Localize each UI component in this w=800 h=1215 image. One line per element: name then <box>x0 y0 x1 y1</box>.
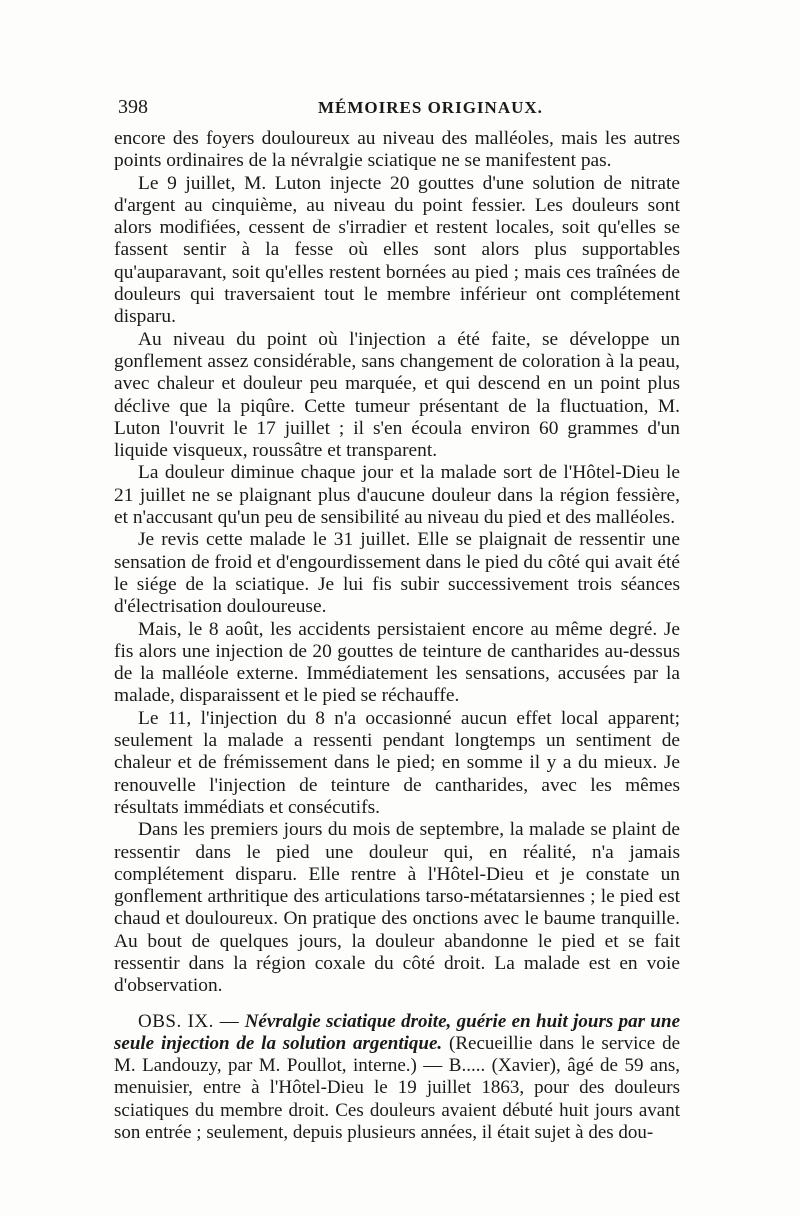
paragraph-continuation: encore des foyers douloureux au niveau des malléoles, mais les autres points ordinaires de la névralgie sciatique ne se manifestent pas. <box>114 128 680 172</box>
paragraph: Je revis cette malade le 31 juillet. Elle se plaignait de ressentir une sensation de froid et d'engourdissement dans le pied du côté qui avait été le siége de la sciatique. Je lui fis subir successivement trois séances d'électrisation douloureuse. <box>114 529 680 618</box>
observation-title: Névralgie sciatique droite, guérie en huit jours par une seule injection de la solution argentique. <box>114 1010 681 1054</box>
body-text <box>114 128 680 1163</box>
paragraph: La douleur diminue chaque jour et la malade sort de l'Hôtel-Dieu le 21 juillet ne se plaignant plus d'aucune douleur dans la région fessière, et n'accusant qu'un peu de sensibilité au niveau du pied et des malléoles. <box>114 462 680 529</box>
paragraph: Au niveau du point où l'injection a été faite, se développe un gonflement assez considérable, sans changement de coloration à la peau, avec chaleur et douleur peu marquée, et qui descend en un point plus déclive que la piqûre. Cette tumeur présentant de la fluctuation, M. Luton l'ouvrit le 17 juillet ; il s'en écoula environ 60 grammes d'un liquide visqueux, roussâtre et transparent. <box>114 328 680 462</box>
paragraph: Le 11, l'injection du 8 n'a occasionné aucun effet local apparent; seulement la malade a ressenti pendant longtemps un sentiment de chaleur et de frémissement dans le pied; en somme il y a du mieux. Je renouvelle l'injection de teinture de cantharides, avec les mêmes résultats immédiats et consécutifs. <box>114 707 680 818</box>
observation-text: (Recueillie dans le service de M. Landouzy, par M. Poullot, interne.) — B..... (Xavier), âgé de 59 ans, menuisier, entre à l'Hôtel-Dieu le 19 juillet 1863, pour des douleurs sciatiques du membre droit. Ces douleurs avaient débuté huit jours avant son entrée ; seulement, depuis plusieurs années, il était sujet à des dou- <box>114 1032 681 1144</box>
paragraph: Le 9 juillet, M. Luton injecte 20 gouttes d'une solution de nitrate d'argent au cinquième, au niveau du point fessier. Les douleurs sont alors modifiées, cessent de s'irradier et restent locales, soit qu'elles se fassent sentir à la fesse où elles sont alors plus supportables qu'auparavant, soit qu'elles restent bornées au pied ; mais ces traînées de douleurs qui traversaient tout le membre inférieur ont complétement disparu. <box>114 172 680 328</box>
observation-number: OBS. IX. — <box>138 1010 240 1032</box>
paragraph: Dans les premiers jours du mois de septembre, la malade se plaint de ressentir dans le pied une douleur qui, en réalité, n'a jamais complétement disparu. Elle rentre à l'Hôtel-Dieu et je constate un gonflement arthritique des articulations tarso-métatarsiennes ; le pied est chaud et douloureux. On pratique des onctions avec le baume tranquille. Au bout de quelques jours, la douleur abandonne le pied et se fait ressentir dans la région coxale du côté droit. La malade est en voie d'observation. <box>114 819 680 997</box>
page-number: 398 <box>118 96 148 118</box>
running-title: MÉMOIRES ORIGINAUX. <box>318 98 543 117</box>
page-header <box>118 96 678 126</box>
paragraph: Mais, le 8 août, les accidents persistaient encore au même degré. Je fis alors une injection de 20 gouttes de teinture de cantharides au-dessus de la malléole externe. Immédiatement les sensations, accusées par la malade, disparaissent et le pied se réchauffe. <box>114 618 680 707</box>
observation-paragraph <box>114 1011 680 1145</box>
